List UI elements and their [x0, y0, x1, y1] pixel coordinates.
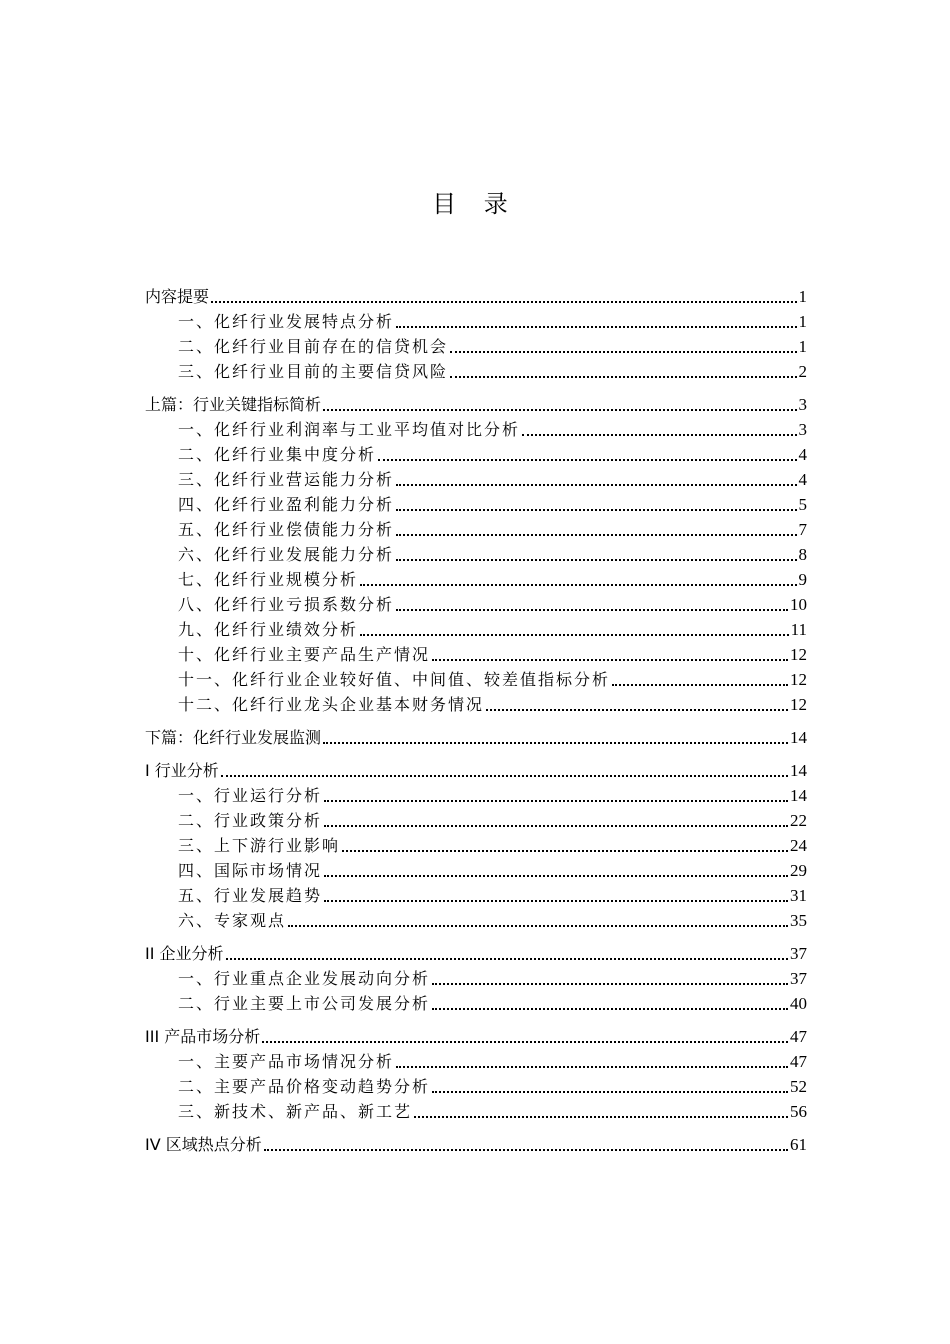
toc-page-number: 5 — [798, 495, 807, 514]
toc-entry-label: 一、主要产品市场情况分析 — [178, 1052, 395, 1071]
toc-entry-label: 十二、化纤行业龙头企业基本财务情况 — [178, 695, 485, 714]
toc-entry-label: 内容提要 — [145, 287, 210, 306]
toc-entry[interactable] — [145, 590, 807, 615]
table-of-contents — [145, 282, 807, 1155]
toc-page-number: 52 — [790, 1077, 807, 1096]
toc-dot-leader — [211, 300, 796, 303]
toc-entry[interactable] — [145, 357, 807, 382]
toc-page-number: 11 — [790, 620, 807, 639]
toc-dot-leader — [432, 1090, 788, 1093]
toc-page-number: 3 — [798, 420, 807, 439]
page-title: 目 录 — [432, 190, 518, 218]
toc-dot-leader — [342, 849, 788, 852]
toc-entry[interactable] — [145, 1072, 807, 1097]
toc-entry-label: 三、化纤行业营运能力分析 — [178, 470, 395, 489]
toc-dot-leader — [396, 608, 788, 611]
toc-entry-label: 二、化纤行业集中度分析 — [178, 445, 377, 464]
toc-page-number: 56 — [790, 1102, 807, 1121]
toc-page-number: 29 — [790, 861, 807, 880]
toc-entry-label: 六、专家观点 — [178, 911, 287, 930]
toc-entry-label: 十、化纤行业主要产品生产情况 — [178, 645, 431, 664]
toc-page-number: 9 — [798, 570, 807, 589]
toc-dot-leader — [432, 982, 788, 985]
toc-page-number: 1 — [798, 337, 807, 356]
toc-entry-label: 七、化纤行业规模分析 — [178, 570, 359, 589]
toc-page-number: 14 — [790, 761, 807, 780]
toc-entry[interactable] — [145, 881, 807, 906]
toc-page-number: 2 — [798, 362, 807, 381]
toc-page-number: 1 — [798, 312, 807, 331]
toc-entry-label: III 产品市场分析 — [145, 1027, 261, 1046]
toc-dot-leader — [360, 583, 796, 586]
toc-entry-label: 二、行业主要上市公司发展分析 — [178, 994, 431, 1013]
toc-entry-label: IV 区域热点分析 — [145, 1135, 262, 1154]
toc-page-number: 37 — [790, 944, 807, 963]
toc-entry[interactable] — [145, 565, 807, 590]
toc-entry-label: 十一、化纤行业企业较好值、中间值、较差值指标分析 — [178, 670, 611, 689]
toc-entry-label: 下篇：化纤行业发展监测 — [145, 728, 322, 747]
toc-dot-leader — [262, 1040, 788, 1043]
toc-entry[interactable] — [145, 307, 807, 332]
toc-page-number: 40 — [790, 994, 807, 1013]
toc-page-number: 14 — [790, 786, 807, 805]
toc-dot-leader — [221, 774, 788, 777]
toc-entry-label: 四、化纤行业盈利能力分析 — [178, 495, 395, 514]
toc-dot-leader — [612, 683, 788, 686]
toc-entry-label: 九、化纤行业绩效分析 — [178, 620, 359, 639]
toc-dot-leader — [324, 824, 788, 827]
toc-page-number: 3 — [798, 395, 807, 414]
toc-dot-leader — [396, 1065, 788, 1068]
toc-entry[interactable] — [145, 640, 807, 665]
toc-entry[interactable] — [145, 1097, 807, 1122]
toc-entry[interactable] — [145, 781, 807, 806]
toc-entry[interactable] — [145, 690, 807, 715]
toc-dot-leader — [522, 433, 796, 436]
toc-entry-label: 二、行业政策分析 — [178, 811, 323, 830]
toc-dot-leader — [396, 508, 796, 511]
toc-entry[interactable] — [145, 665, 807, 690]
toc-section-entry[interactable] — [145, 756, 807, 781]
toc-dot-leader — [450, 375, 796, 378]
toc-entry[interactable] — [145, 465, 807, 490]
toc-section-entry[interactable] — [145, 282, 807, 307]
toc-entry-label: 一、行业重点企业发展动向分析 — [178, 969, 431, 988]
toc-entry[interactable] — [145, 332, 807, 357]
toc-page-number: 14 — [790, 728, 807, 747]
toc-dot-leader — [432, 658, 788, 661]
toc-entry[interactable] — [145, 906, 807, 931]
toc-entry[interactable] — [145, 964, 807, 989]
toc-page-number: 31 — [790, 886, 807, 905]
toc-page-number: 61 — [790, 1135, 807, 1154]
toc-entry-label: 六、化纤行业发展能力分析 — [178, 545, 395, 564]
toc-dot-leader — [324, 874, 788, 877]
toc-page-number: 1 — [798, 287, 807, 306]
toc-entry[interactable] — [145, 1047, 807, 1072]
toc-page-number: 12 — [790, 645, 807, 664]
toc-dot-leader — [396, 483, 796, 486]
toc-entry-label: 三、化纤行业目前的主要信贷风险 — [178, 362, 449, 381]
toc-entry-label: 一、行业运行分析 — [178, 786, 323, 805]
toc-entry[interactable] — [145, 440, 807, 465]
toc-entry-label: II 企业分析 — [145, 944, 224, 963]
toc-dot-leader — [432, 1007, 788, 1010]
toc-entry-label: 二、主要产品价格变动趋势分析 — [178, 1077, 431, 1096]
toc-dot-leader — [486, 708, 788, 711]
toc-page-number: 8 — [798, 545, 807, 564]
toc-page-number: 4 — [798, 470, 807, 489]
toc-page-number: 12 — [790, 695, 807, 714]
toc-dot-leader — [323, 741, 788, 744]
toc-dot-leader — [324, 899, 788, 902]
toc-section-entry[interactable] — [145, 939, 807, 964]
toc-page-number: 47 — [790, 1027, 807, 1046]
toc-entry[interactable] — [145, 490, 807, 515]
toc-dot-leader — [396, 533, 796, 536]
toc-page-number: 4 — [798, 445, 807, 464]
toc-entry[interactable] — [145, 831, 807, 856]
toc-entry[interactable] — [145, 806, 807, 831]
toc-entry-label: 三、上下游行业影响 — [178, 836, 341, 855]
toc-entry-label: 二、化纤行业目前存在的信贷机会 — [178, 337, 449, 356]
toc-page-number: 24 — [790, 836, 807, 855]
toc-dot-leader — [396, 558, 796, 561]
toc-dot-leader — [360, 633, 789, 636]
toc-entry[interactable] — [145, 415, 807, 440]
toc-dot-leader — [414, 1115, 788, 1118]
toc-dot-leader — [264, 1148, 788, 1151]
toc-entry-label: 五、化纤行业偿债能力分析 — [178, 520, 395, 539]
toc-page-number: 7 — [798, 520, 807, 539]
toc-dot-leader — [324, 799, 788, 802]
toc-entry-label: 上篇：行业关键指标简析 — [145, 395, 322, 414]
toc-dot-leader — [226, 957, 788, 960]
toc-page-number: 22 — [790, 811, 807, 830]
toc-entry[interactable] — [145, 856, 807, 881]
toc-entry-label: 一、化纤行业发展特点分析 — [178, 312, 395, 331]
toc-page-number: 47 — [790, 1052, 807, 1071]
toc-page-number: 37 — [790, 969, 807, 988]
toc-entry-label: I 行业分析 — [145, 761, 219, 780]
toc-dot-leader — [396, 325, 796, 328]
toc-entry[interactable] — [145, 615, 807, 640]
toc-entry[interactable] — [145, 989, 807, 1014]
toc-section-entry[interactable] — [145, 390, 807, 415]
toc-page-number: 35 — [790, 911, 807, 930]
toc-section-entry[interactable] — [145, 1022, 807, 1047]
toc-entry[interactable] — [145, 540, 807, 565]
toc-entry-label: 八、化纤行业亏损系数分析 — [178, 595, 395, 614]
toc-page-number: 12 — [790, 670, 807, 689]
toc-entry-label: 四、国际市场情况 — [178, 861, 323, 880]
toc-dot-leader — [323, 408, 796, 411]
toc-section-entry[interactable] — [145, 723, 807, 748]
toc-dot-leader — [288, 924, 788, 927]
toc-entry[interactable] — [145, 515, 807, 540]
toc-entry-label: 三、新技术、新产品、新工艺 — [178, 1102, 413, 1121]
toc-entry-label: 一、化纤行业利润率与工业平均值对比分析 — [178, 420, 521, 439]
toc-dot-leader — [378, 458, 796, 461]
toc-dot-leader — [450, 350, 796, 353]
toc-entry-label: 五、行业发展趋势 — [178, 886, 323, 905]
toc-section-entry[interactable] — [145, 1130, 807, 1155]
toc-page-number: 10 — [790, 595, 807, 614]
